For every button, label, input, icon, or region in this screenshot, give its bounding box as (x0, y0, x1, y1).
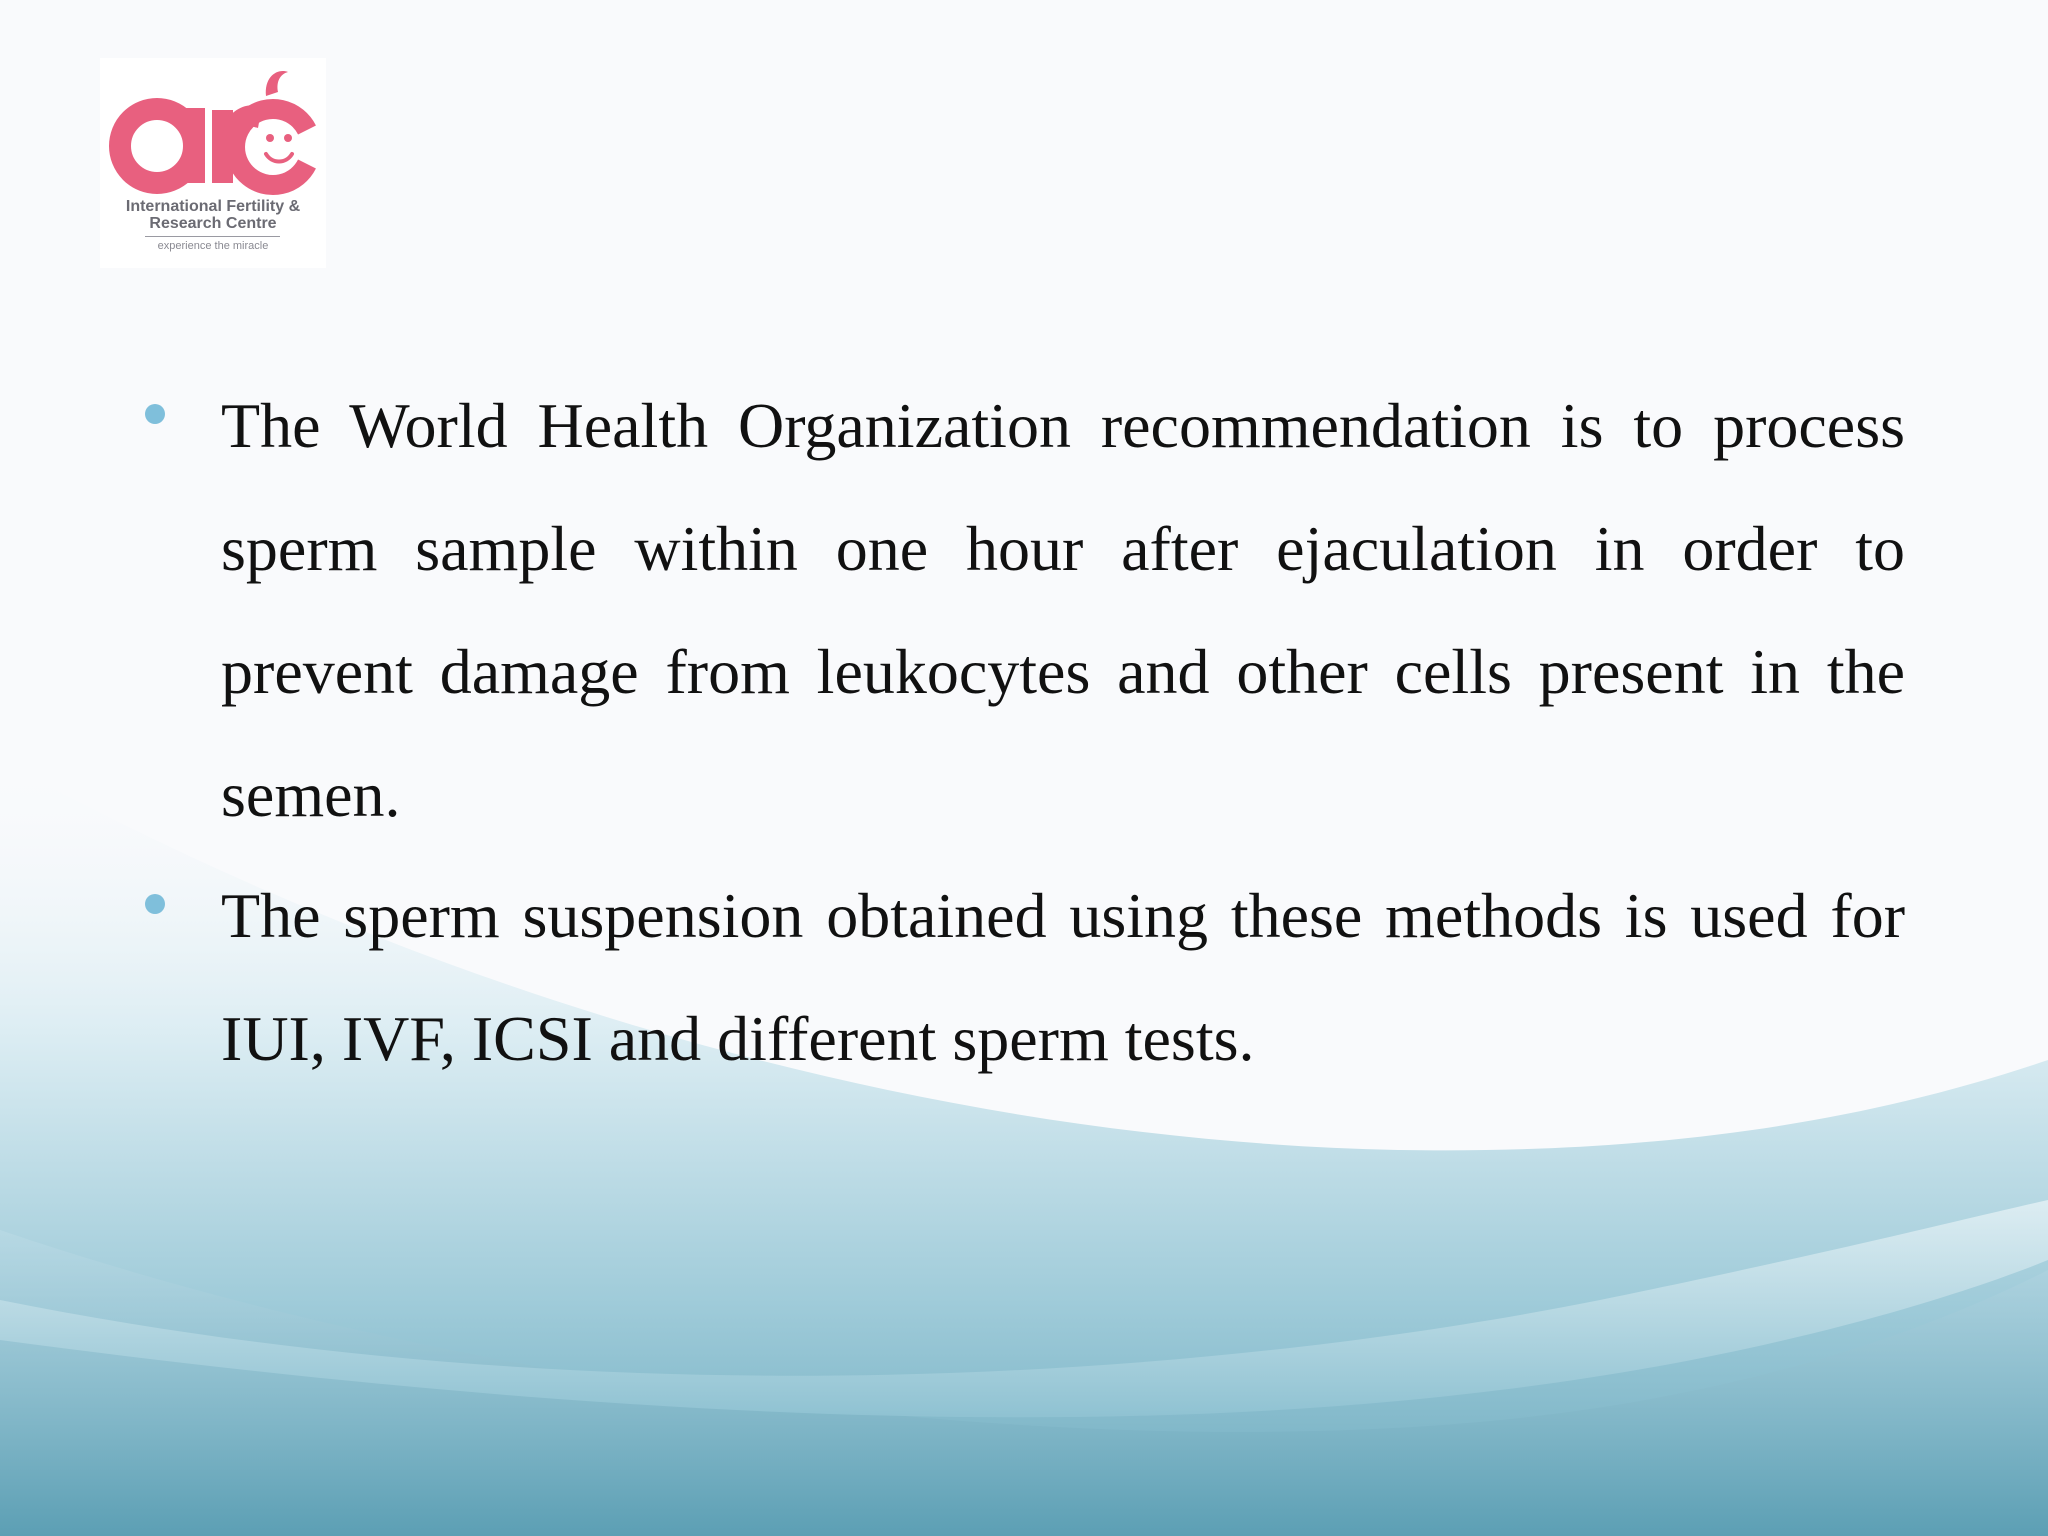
arc-logo (100, 58, 326, 268)
bullet-text: The World Health Organization recommendation is to process sperm sample within one hour after ejaculation in order to prevent damage from leukocytes and other cells present in the semen. (221, 390, 1905, 830)
logo-line-2: Research Centre (149, 215, 277, 232)
logo-tagline: experience the miracle (157, 240, 269, 252)
arc-wordmark (100, 58, 326, 198)
bullet-item-2 (145, 854, 1905, 1100)
bullet-item-1 (145, 364, 1905, 856)
logo-divider (145, 236, 280, 237)
bullet-text: The sperm suspension obtained using these methods is used for IUI, IVF, ICSI and different sperm tests. (221, 880, 1905, 1074)
bullet-dot-icon (145, 894, 165, 914)
bullet-list (145, 388, 1905, 1122)
logo-line-1: International Fertility & (125, 198, 301, 215)
bullet-dot-icon (145, 404, 165, 424)
